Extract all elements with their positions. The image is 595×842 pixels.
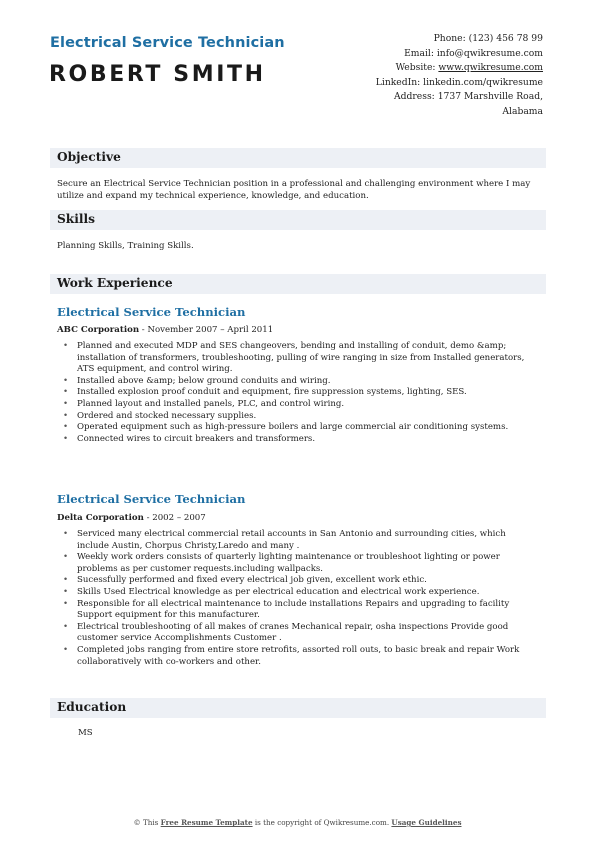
skills-text: Planning Skills, Training Skills.: [57, 241, 194, 251]
usage-guidelines-link[interactable]: Usage Guidelines: [391, 818, 462, 827]
objective-text: Secure an Electrical Service Technician position in a professional and challenging environment where I may utilize and expand my technical experience, knowledge, and education.: [57, 179, 531, 201]
job-title: Electrical Service Technician: [50, 35, 285, 51]
list-item: • Planned layout and installed panels, PLC, and control wiring.: [57, 399, 537, 411]
list-item: • Installed explosion proof conduit and equipment, fire suppression systems, lighting, SES.: [57, 387, 537, 399]
skills-section-header: [50, 210, 546, 230]
job-2-meta: [57, 513, 206, 523]
footer-middle: is the copyright of Qwikresume.com.: [252, 818, 392, 827]
list-item: • Electrical troubleshooting of all makes of cranes Mechanical repair, osha inspections Provide good customer service Accomplishments Customer .: [57, 622, 537, 645]
list-item: • Serviced many electrical commercial retail accounts in San Antonio and surrounding cities, which include Austin, Chorpus Christy,Laredo and many .: [57, 529, 537, 552]
work-experience-section-header: [50, 274, 546, 294]
contact-website: [283, 61, 543, 76]
skills-heading: Skills: [57, 212, 95, 226]
list-item: • Operated equipment such as high-pressure boilers and large commercial air conditioning systems.: [57, 422, 537, 434]
job-2-bullets: [57, 529, 537, 668]
list-item: • Sucessfully performed and fixed every electrical job given, excellent work ethic.: [57, 575, 537, 587]
website-label: Website:: [395, 62, 439, 74]
job-1-bullets: [57, 341, 537, 445]
job-1-meta: [57, 325, 273, 335]
list-item: • Planned and executed MDP and SES changeovers, bending and installing of conduit, demo &amp; installation of transformers, troubleshooting, pulling of wire ranging in size from Installed generators, ATS equipment, and control wiring.: [57, 341, 537, 376]
list-item: • Responsible for all electrical maintenance to include installations Repairs and upgrading to facility Support equipment for this manufacturer.: [57, 599, 537, 622]
education-section-header: [50, 698, 546, 718]
list-item: • Skills Used Electrical knowledge as per electrical education and electrical work experience.: [57, 587, 537, 599]
website-link[interactable]: www.qwikresume.com: [438, 62, 543, 74]
contact-address-line2: Alabama: [502, 105, 543, 117]
footer-prefix: © This: [133, 818, 161, 827]
list-item: • Completed jobs ranging from entire store retrofits, assorted roll outs, to basic break and repair Work collaboratively with co-workers and other.: [57, 645, 537, 668]
job-1-company: ABC Corporation: [57, 325, 140, 335]
contact-email: Email: info@qwikresume.com: [404, 47, 543, 59]
list-item: • Ordered and stocked necessary supplies.: [57, 411, 537, 423]
job-1-dates: - November 2007 – April 2011: [139, 325, 274, 335]
list-item: • Weekly work orders consists of quarterly lighting maintenance or troubleshoot lighting or power problems as per customer requests.including wallpacks.: [57, 552, 537, 575]
free-resume-template-link[interactable]: Free Resume Template: [160, 818, 253, 827]
candidate-name: ROBERT SMITH: [49, 62, 266, 87]
job-1-title: Electrical Service Technician: [57, 305, 246, 319]
job-2-company: Delta Corporation: [57, 513, 144, 523]
work-experience-heading: Work Experience: [57, 276, 173, 290]
contact-linkedin: LinkedIn: linkedin.com/qwikresume: [375, 76, 543, 88]
list-item: • Connected wires to circuit breakers and transformers.: [57, 434, 537, 446]
footer: [0, 818, 595, 827]
objective-section-header: [50, 148, 546, 168]
job-2-dates: - 2002 – 2007: [143, 513, 206, 523]
education-heading: Education: [57, 700, 127, 714]
contact-address-line1: Address: 1737 Marshville Road,: [394, 91, 543, 103]
contact-block: [283, 32, 543, 120]
job-2-title: Electrical Service Technician: [57, 492, 246, 506]
contact-phone: Phone: (123) 456 78 99: [433, 33, 543, 44]
education-text: MS: [78, 728, 93, 738]
objective-heading: Objective: [57, 150, 121, 164]
list-item: • Installed above &amp; below ground conduits and wiring.: [57, 376, 537, 388]
